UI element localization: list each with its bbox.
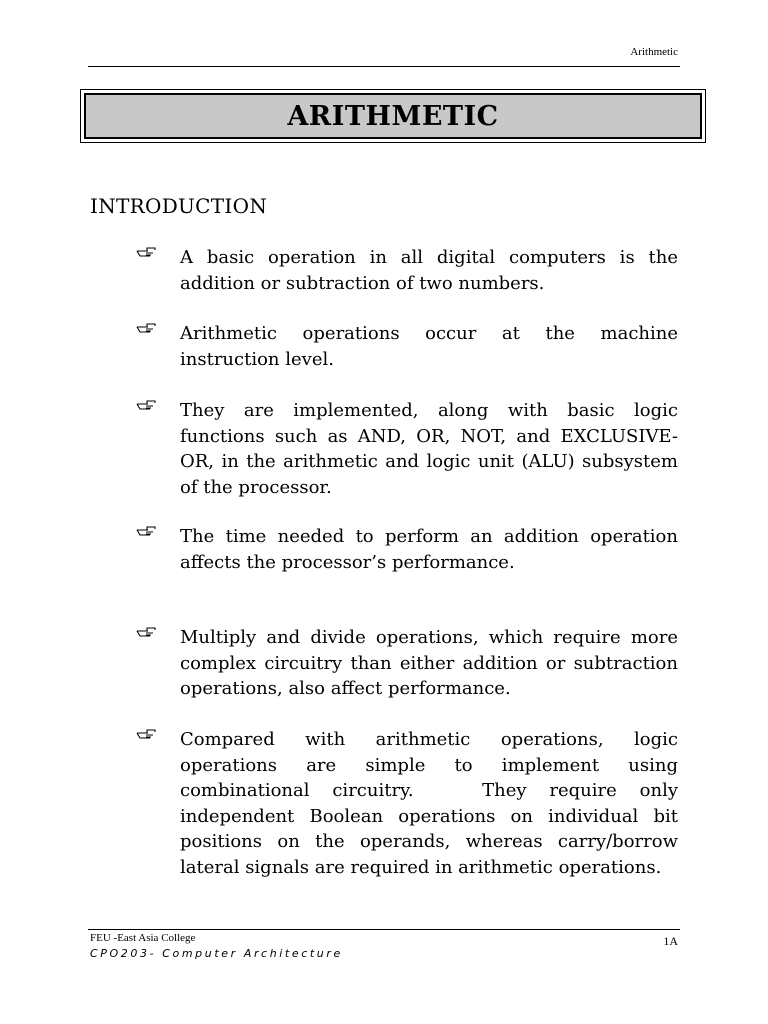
bullet-text: Compared with arithmetic operations, logic operations are simple to implement using combinational circuitry. They require only independent Boolean operations on individual bit positions on the operands, whereas carry/borrow lateral signals are required in arithmetic operations. [180,729,684,878]
bullet-text: Multiply and divide operations, which require more complex circuitry than either addition or subtraction operations, also affect performance. [180,627,678,699]
list-item [136,625,678,702]
pointing-hand-icon [136,245,180,296]
bullet-text: Arithmetic operations occur at the machine instruction level. [180,323,678,370]
pointing-hand-icon [136,321,180,372]
bullet-text: The time needed to perform an addition operation affects the processor’s performance. [180,526,678,573]
section-heading: INTRODUCTION [90,194,268,218]
pointing-hand-icon [136,398,180,500]
list-item [136,727,684,880]
footer-course: CPO203- Computer Architecture [90,947,343,960]
pointing-hand-icon [136,625,180,702]
bullet-text: A basic operation in all digital computers is the addition or subtraction of two numbers. [180,247,678,294]
pointing-hand-icon [136,727,180,880]
bullet-text: They are implemented, along with basic logic functions such as AND, OR, NOT, and EXCLUSIVE-OR, in the arithmetic and logic unit (ALU) subsystem of the processor. [180,400,678,498]
title-banner [84,93,702,139]
list-item [136,245,678,296]
page-number: 1A [663,934,678,948]
list-item [136,398,678,500]
list-item [136,524,678,575]
footer-institution: FEU -East Asia College [90,932,196,944]
pointing-hand-icon [136,524,180,575]
page-title: ARITHMETIC [287,100,499,132]
running-head: Arithmetic [630,46,678,58]
footer-rule [88,929,680,930]
list-item [136,321,678,372]
header-rule [88,66,680,67]
title-box [80,89,706,143]
